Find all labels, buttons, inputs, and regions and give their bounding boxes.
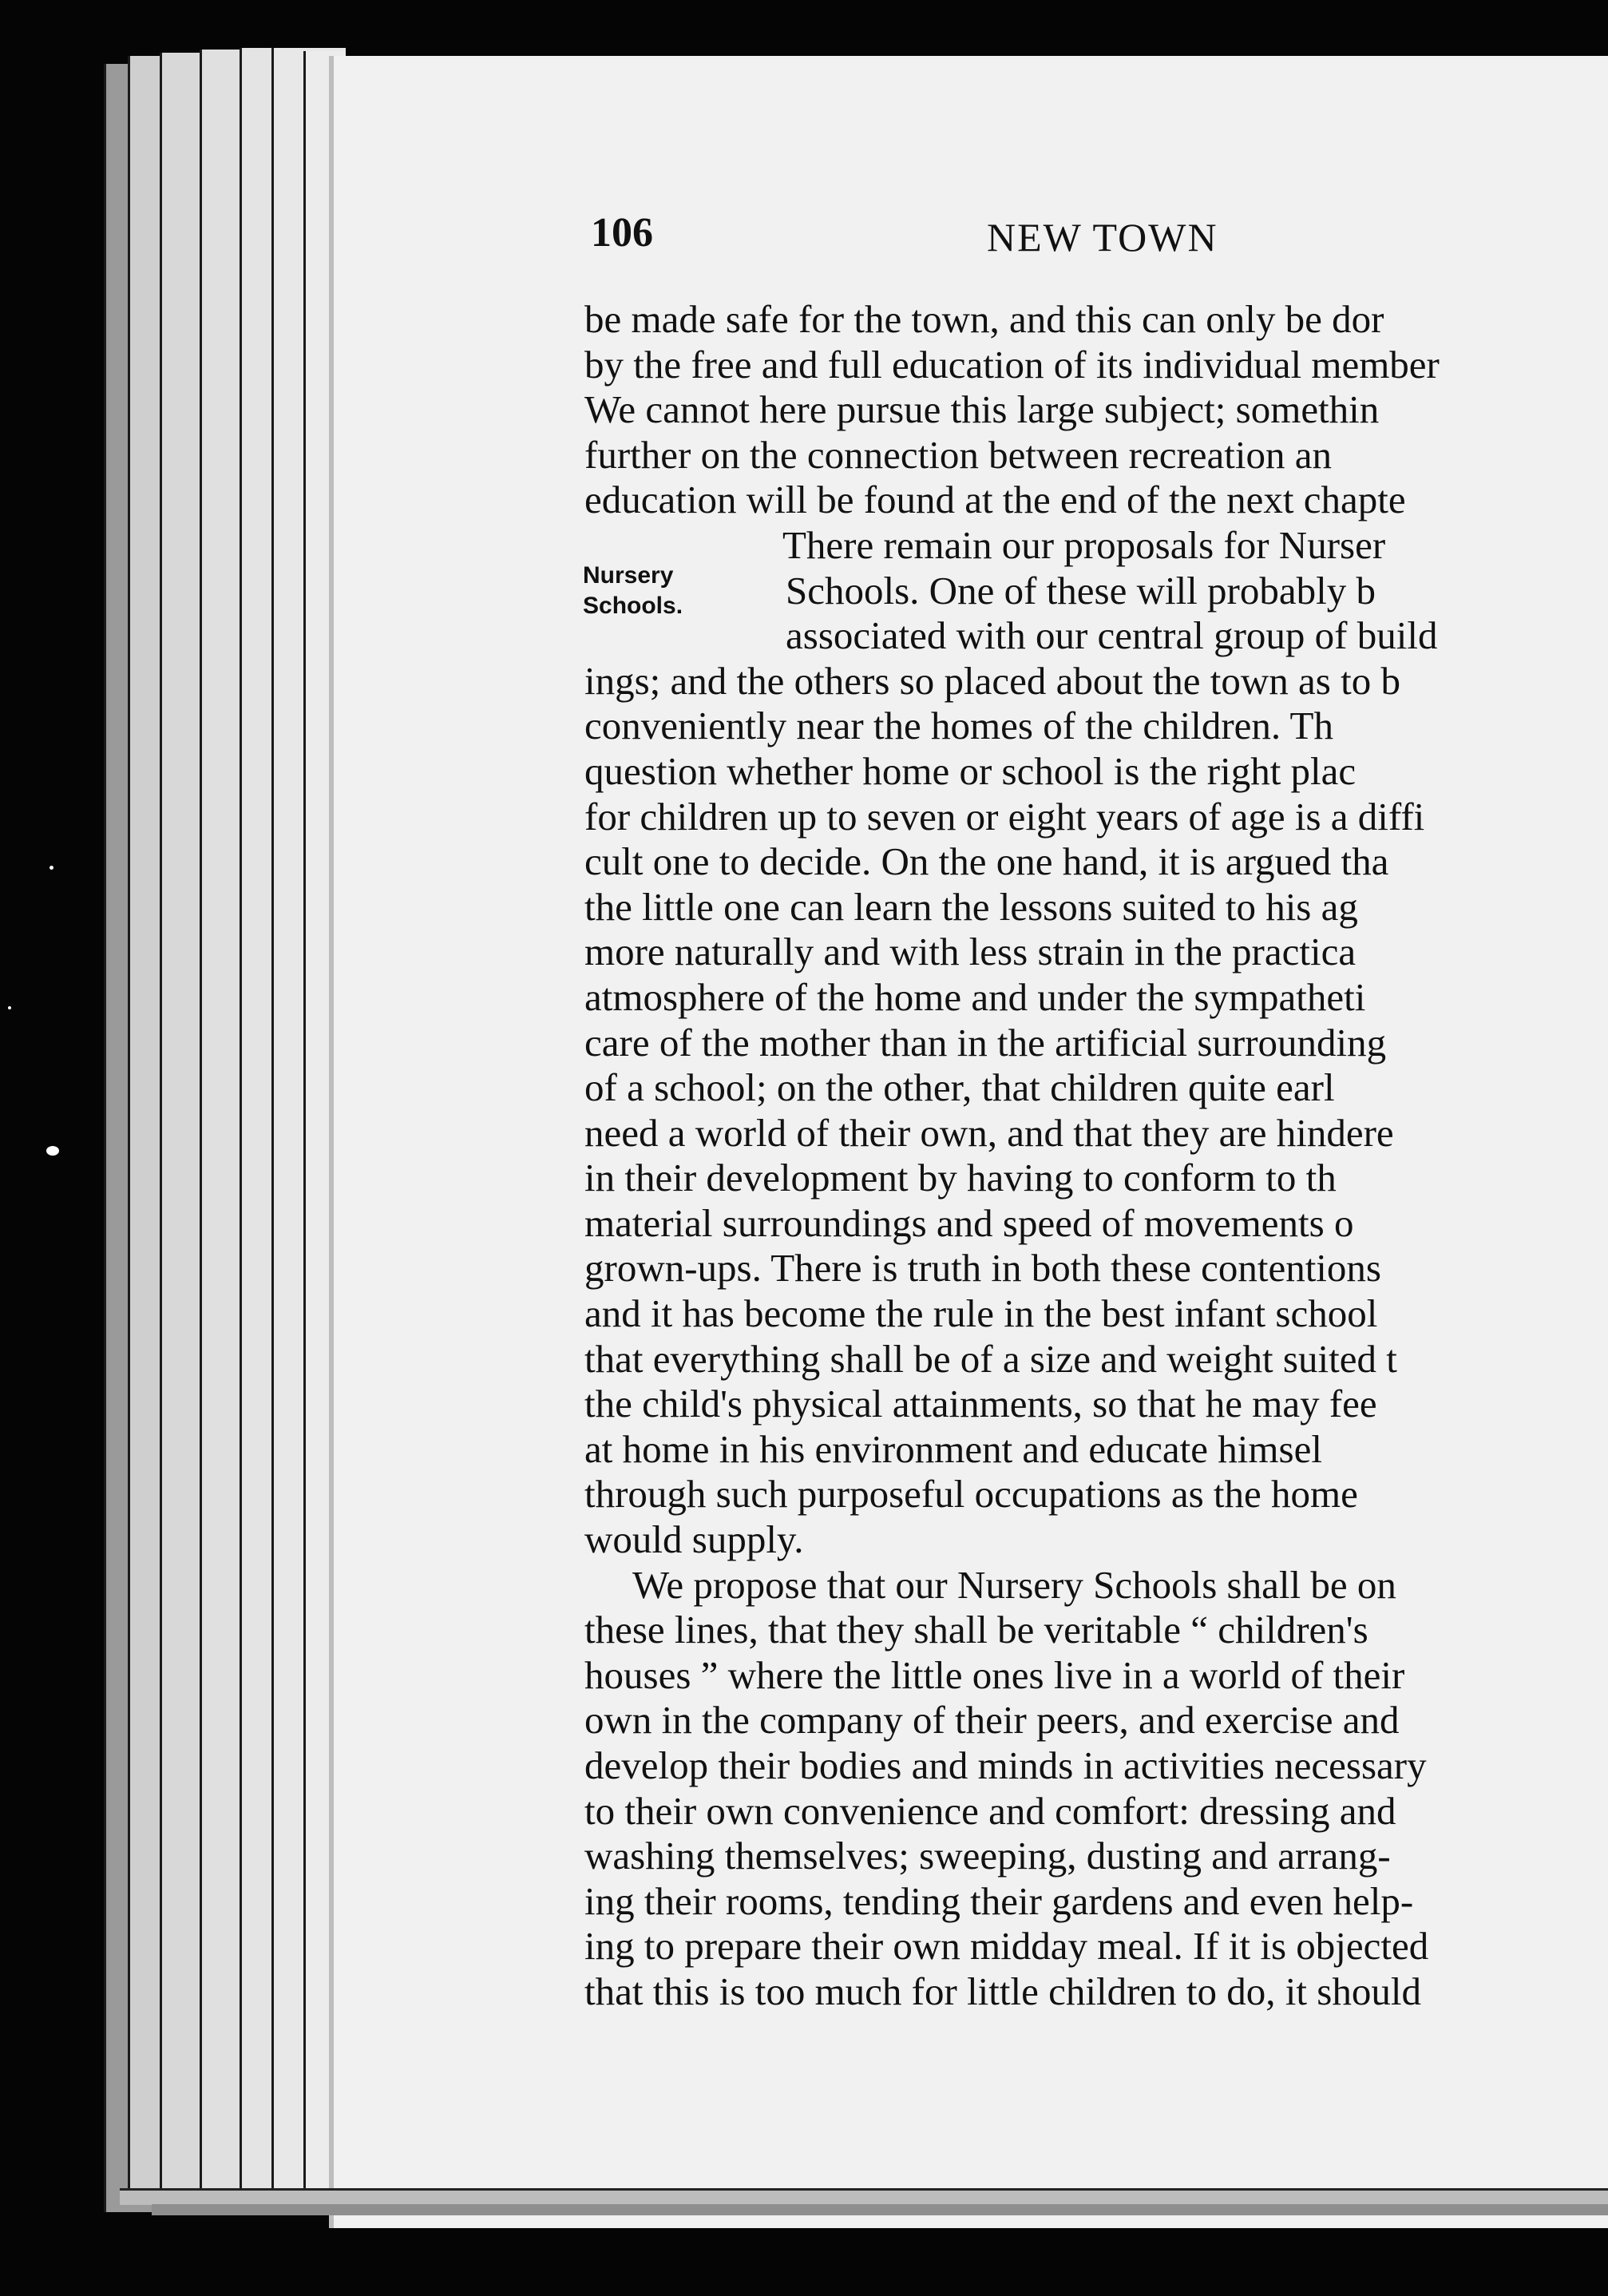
text-line: associated with our central group of build [786,613,1438,658]
body-text [584,297,1608,2015]
text-line: to their own convenience and comfort: dressing and [584,1788,1396,1833]
text-line: There remain our proposals for Nurser [782,522,1386,567]
text-line: the little one can learn the lessons suited to his ag [584,884,1358,929]
text-line: ings; and the others so placed about the town as to b [584,658,1400,703]
scan-speck [8,1006,11,1009]
text-line: question whether home or school is the right plac [584,748,1357,793]
text-line: material surroundings and speed of movements o [584,1200,1354,1245]
text-line: grown-ups. There is truth in both these contentions [584,1246,1381,1291]
text-line: at home in his environment and educate himsel [584,1426,1322,1471]
page-bottom-edge [152,2204,1608,2215]
scan-speck [50,866,53,870]
page-bottom-edge [120,2188,1608,2205]
text-line: the child's physical attainments, so that he may fee [584,1382,1377,1426]
text-line: Schools. One of these will probably b [786,568,1376,613]
text-line: through such purposeful occupations as the home [584,1472,1358,1517]
text-line: own in the company of their peers, and exercise and [584,1698,1400,1743]
text-line: that everything shall be of a size and weight suited t [584,1336,1397,1381]
text-line: cult one to decide. On the one hand, it is argued tha [584,839,1389,884]
text-line: would supply. [584,1517,804,1562]
page-number: 106 [591,210,653,256]
margin-note-line: Schools. [583,593,683,619]
text-line: develop their bodies and minds in activities necessary [584,1743,1427,1787]
text-line: conveniently near the homes of the children. Th [584,704,1333,748]
text-line: ing their rooms, tending their gardens and even help- [584,1878,1414,1923]
running-head [591,209,1608,273]
text-line: of a school; on the other, that children quite earl [584,1065,1335,1110]
text-line: education will be found at the end of the next chapte [584,478,1406,522]
text-line: for children up to seven or eight years of age is a diffi [584,794,1425,839]
text-line: that this is too much for little children to do, it should [584,1969,1421,2013]
running-title: NEW TOWN [987,215,1218,260]
text-line: be made safe for the town, and this can only be dor [584,297,1384,341]
text-line: and it has become the rule in the best infant school [584,1291,1378,1336]
scan-speck [46,1146,59,1156]
text-line: in their development by having to conform to th [584,1156,1337,1200]
text-line: houses ” where the little ones live in a world of their [584,1652,1405,1697]
text-line: by the free and full education of its individual member [584,342,1440,387]
text-line: ing to prepare their own midday meal. If it is objected [584,1924,1429,1969]
text-line: need a world of their own, and that they are hindere [584,1110,1394,1155]
text-line: further on the connection between recreation an [584,432,1333,477]
text-line: washing themselves; sweeping, dusting and arrang- [584,1834,1391,1878]
text-line: We cannot here pursue this large subject; somethin [584,387,1380,432]
margin-note-line: Nursery [583,562,674,589]
text-line: more naturally and with less strain in the practica [584,930,1357,974]
text-line: these lines, that they shall be veritable “ children's [584,1608,1368,1652]
text-line: care of the mother than in the artificial surrounding [584,1020,1387,1065]
text-line: We propose that our Nursery Schools shall be on [632,1562,1396,1607]
text-line: atmosphere of the home and under the sympatheti [584,974,1366,1019]
